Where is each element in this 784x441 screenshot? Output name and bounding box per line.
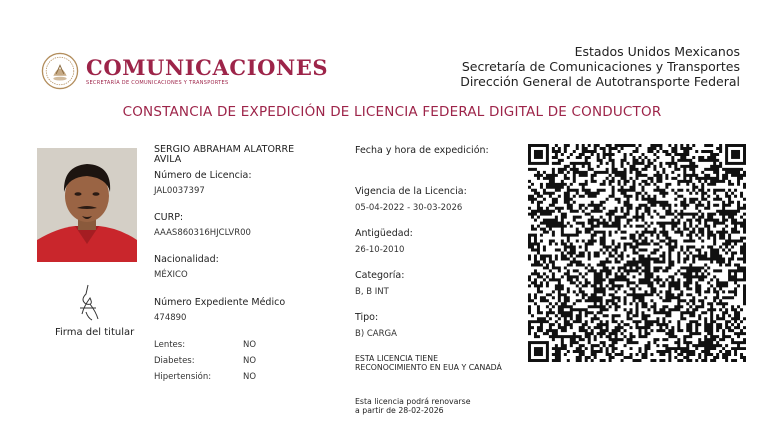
- qr-code-icon: [528, 144, 746, 362]
- renewal-prefix: a partir de: [355, 406, 396, 415]
- renewal-line2: [355, 406, 471, 415]
- type-label: Tipo:: [355, 312, 379, 323]
- holder-name: [154, 145, 294, 165]
- hypertension-value: NO: [243, 372, 257, 382]
- hypertension-label: Hipertensión:: [154, 372, 212, 382]
- authority-line-ministry: Secretaría de Comunicaciones y Transportes: [461, 59, 740, 74]
- holder-name-line1: SERGIO ABRAHAM ALATORRE: [154, 144, 295, 155]
- license-number-label: Número de Licencia:: [154, 170, 252, 181]
- qr-modules: [528, 144, 746, 362]
- authority-line-directorate: Dirección General de Autotransporte Federal: [460, 74, 740, 89]
- validity-value: 05-04-2022 - 30-03-2026: [355, 203, 463, 213]
- diabetes-value: NO: [243, 356, 257, 366]
- nationality-label: Nacionalidad:: [154, 254, 219, 265]
- issue-datetime-label: Fecha y hora de expedición:: [355, 145, 489, 156]
- medical-record-value: 474890: [154, 313, 187, 323]
- curp-value: AAAS860316HJCLVR00: [154, 228, 251, 238]
- renewal-note: [355, 397, 471, 415]
- diabetes-label: Diabetes:: [154, 356, 195, 366]
- document-title: CONSTANCIA DE EXPEDICIÓN DE LICENCIA FEDERAL DIGITAL DE CONDUCTOR: [122, 104, 662, 120]
- qr-finder-pattern: [727, 145, 745, 163]
- holder-signature: [72, 282, 104, 322]
- medical-record-label: Número Expediente Médico: [154, 297, 286, 308]
- nationality-value: MÉXICO: [154, 270, 188, 280]
- lenses-label: Lentes:: [154, 340, 186, 350]
- recognition-note: [355, 354, 502, 372]
- lenses-value: NO: [243, 340, 257, 350]
- ministry-logo-subtitle: SECRETARÍA DE COMUNICACIONES Y TRANSPORTES: [86, 80, 229, 86]
- qr-finder-pattern: [529, 343, 547, 361]
- type-value: B) CARGA: [355, 329, 397, 339]
- curp-label: CURP:: [154, 212, 184, 223]
- holder-name-line2: AVILA: [154, 154, 182, 165]
- qr-finder-pattern: [529, 145, 547, 163]
- recognition-line2: RECONOCIMIENTO EN EUA Y CANADÁ: [355, 363, 502, 372]
- national-seal-icon: [41, 52, 79, 90]
- renewal-line1: Esta licencia podrá renovarse: [355, 397, 471, 406]
- authority-line-country: Estados Unidos Mexicanos: [574, 44, 740, 59]
- ministry-logo-text: COMUNICACIONES: [86, 55, 329, 80]
- license-number-value: JAL0037397: [154, 186, 205, 196]
- renewal-date: 28-02-2026: [398, 406, 444, 415]
- recognition-line1: ESTA LICENCIA TIENE: [355, 354, 438, 363]
- holder-photo: [37, 148, 137, 262]
- category-value: B, B INT: [355, 287, 389, 297]
- seniority-value: 26-10-2010: [355, 245, 405, 255]
- seniority-label: Antigüedad:: [355, 228, 413, 239]
- validity-label: Vigencia de la Licencia:: [355, 186, 467, 197]
- category-label: Categoría:: [355, 270, 405, 281]
- signature-label: Firma del titular: [55, 327, 135, 338]
- issuing-authority: [460, 44, 740, 89]
